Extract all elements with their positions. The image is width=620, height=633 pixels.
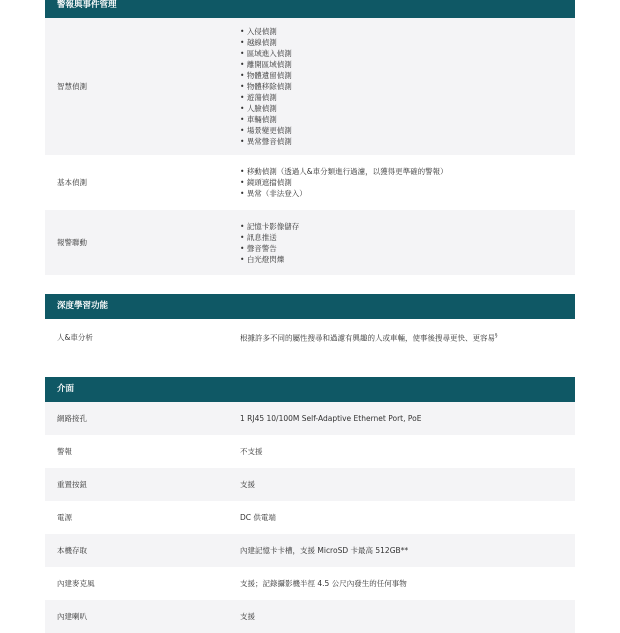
section-header-deep-learning: 深度學習功能	[45, 294, 575, 319]
list-item: • 聲音警告	[240, 243, 575, 254]
spec-row-alarm	[45, 435, 575, 468]
spec-value	[240, 331, 575, 344]
spec-row-local-storage	[45, 534, 575, 567]
list-item: • 訊息推送	[240, 232, 575, 243]
interface-section	[45, 377, 575, 633]
section-spacer	[45, 275, 575, 294]
list-item: • 記憶卡影像儲存	[240, 221, 575, 232]
spec-label: 內建喇叭	[57, 612, 87, 621]
spec-value: 支援	[240, 612, 255, 621]
spec-label: 智慧偵測	[57, 82, 87, 91]
spec-row-microphone	[45, 567, 575, 600]
spec-value	[240, 221, 575, 265]
spec-value: 不支援	[240, 447, 263, 456]
spec-row-alarm-linkage	[45, 210, 575, 275]
spec-label: 警報	[57, 447, 72, 456]
spec-row-basic-detection	[45, 155, 575, 210]
spec-label: 網路接孔	[57, 414, 87, 423]
list-item: • 異常聲音偵測	[240, 136, 575, 147]
section-header-alarm: 警報與事件管理	[45, 0, 575, 18]
spec-label: 電源	[57, 513, 72, 522]
list-item: • 越線偵測	[240, 37, 575, 48]
spec-value	[240, 166, 575, 199]
spec-row-reset-button	[45, 468, 575, 501]
spec-label: 報警聯動	[57, 238, 87, 247]
spec-value: 支援；記錄攝影機半徑 4.5 公尺內發生的任何事物	[240, 579, 407, 588]
spec-row-speaker	[45, 600, 575, 633]
spec-row-human-vehicle	[45, 319, 575, 355]
list-item: • 移動偵測（透過人&車分類進行過濾，以獲得更準確的警報）	[240, 166, 575, 177]
list-item: • 物體移除偵測	[240, 81, 575, 92]
spec-label: 人&車分析	[57, 332, 93, 342]
spec-label: 基本偵測	[57, 178, 87, 187]
spec-content	[45, 0, 575, 633]
smart-detection-list	[240, 26, 575, 147]
spec-row-network-port	[45, 402, 575, 435]
spec-value-text: 根據許多不同的屬性搜尋和過濾有興趣的人或車輛，使事後搜尋更快、更容易	[240, 333, 495, 343]
basic-detection-list	[240, 166, 575, 199]
spec-value: DC 供電端	[240, 513, 276, 522]
spec-label: 本機存取	[57, 546, 87, 555]
spec-label: 內建麥克風	[57, 579, 95, 588]
list-item: • 物體遺留偵測	[240, 70, 575, 81]
spec-value: 1 RJ45 10/100M Self-Adaptive Ethernet Port, PoE	[240, 414, 422, 423]
section-spacer	[45, 355, 575, 377]
footnote-mark: §	[495, 332, 498, 339]
spec-row-power	[45, 501, 575, 534]
list-item: • 入侵偵測	[240, 26, 575, 37]
list-item: • 鏡頭遮擋偵測	[240, 177, 575, 188]
spec-value	[240, 26, 575, 147]
spec-value: 支援	[240, 480, 255, 489]
spec-value: 內建記憶卡卡槽，支援 MicroSD 卡最高 512GB**	[240, 546, 409, 555]
list-item: • 車輛偵測	[240, 114, 575, 125]
list-item: • 場景變更偵測	[240, 125, 575, 136]
list-item: • 遊蕩偵測	[240, 92, 575, 103]
list-item: • 區域進入偵測	[240, 48, 575, 59]
list-item: • 人臉偵測	[240, 103, 575, 114]
list-item: • 異常（非法登入）	[240, 188, 575, 199]
alarm-linkage-list	[240, 221, 575, 265]
list-item: • 白光燈閃爍	[240, 254, 575, 265]
list-item: • 離開區域偵測	[240, 59, 575, 70]
alarm-event-section	[45, 0, 575, 275]
deep-learning-section	[45, 294, 575, 355]
spec-label: 重置按鈕	[57, 480, 87, 489]
section-header-interface: 介面	[45, 377, 575, 402]
spec-row-smart-detection	[45, 18, 575, 155]
